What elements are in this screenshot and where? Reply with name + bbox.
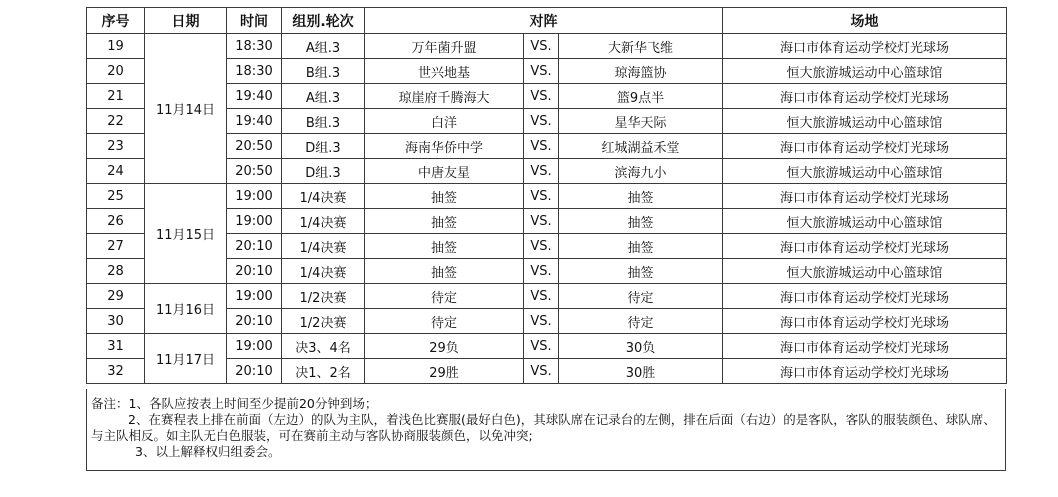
cell-vs: VS. — [524, 309, 559, 334]
notes-box — [86, 389, 1006, 471]
cell-no: 23 — [87, 134, 145, 159]
cell-venue: 海口市体育运动学校灯光球场 — [723, 84, 1007, 109]
cell-home-team: 世兴地基 — [365, 59, 524, 84]
cell-venue: 海口市体育运动学校灯光球场 — [723, 359, 1007, 384]
cell-away-team: 篮9点半 — [559, 84, 723, 109]
cell-group: D组.3 — [282, 134, 365, 159]
cell-time: 20:50 — [227, 134, 282, 159]
cell-group: 1/2决赛 — [282, 284, 365, 309]
header-venue: 场地 — [723, 8, 1007, 34]
cell-vs: VS. — [524, 84, 559, 109]
cell-group: 1/4决赛 — [282, 259, 365, 284]
note-line-2: 2、在赛程表上排在前面（左边）的队为主队，着浅色比赛服(最好白色)，其球队席在记录台的左侧，排在后面（右边）的是客队，客队的服装颜色、球队席、与主队相反。如主队无白色服装，可在赛前主动与客队协商服装颜色，以免冲突; — [91, 412, 996, 443]
cell-time: 20:10 — [227, 234, 282, 259]
cell-group: B组.3 — [282, 109, 365, 134]
cell-no: 25 — [87, 184, 145, 209]
cell-home-team: 29胜 — [365, 359, 524, 384]
cell-home-team: 29负 — [365, 334, 524, 359]
cell-no: 29 — [87, 284, 145, 309]
cell-time: 20:10 — [227, 359, 282, 384]
cell-away-team: 抽签 — [559, 184, 723, 209]
cell-vs: VS. — [524, 334, 559, 359]
cell-group: 1/4决赛 — [282, 209, 365, 234]
header-group: 组别.轮次 — [282, 8, 365, 34]
cell-time: 18:30 — [227, 34, 282, 59]
table-row — [87, 284, 1007, 309]
cell-home-team: 抽签 — [365, 259, 524, 284]
cell-date: 11月17日 — [145, 334, 227, 384]
cell-vs: VS. — [524, 284, 559, 309]
cell-time: 19:40 — [227, 109, 282, 134]
cell-no: 30 — [87, 309, 145, 334]
cell-vs: VS. — [524, 184, 559, 209]
cell-time: 20:50 — [227, 159, 282, 184]
cell-no: 32 — [87, 359, 145, 384]
cell-group: B组.3 — [282, 59, 365, 84]
cell-time: 18:30 — [227, 59, 282, 84]
cell-group: 决1、2名 — [282, 359, 365, 384]
cell-vs: VS. — [524, 34, 559, 59]
cell-venue: 恒大旅游城运动中心篮球馆 — [723, 59, 1007, 84]
cell-no: 19 — [87, 34, 145, 59]
header-row — [87, 8, 1007, 34]
cell-home-team: 待定 — [365, 309, 524, 334]
cell-time: 19:00 — [227, 184, 282, 209]
cell-vs: VS. — [524, 234, 559, 259]
cell-away-team: 琼海篮协 — [559, 59, 723, 84]
cell-group: 1/2决赛 — [282, 309, 365, 334]
cell-no: 20 — [87, 59, 145, 84]
cell-time: 19:00 — [227, 334, 282, 359]
table-row — [87, 34, 1007, 59]
cell-venue: 海口市体育运动学校灯光球场 — [723, 234, 1007, 259]
cell-no: 31 — [87, 334, 145, 359]
cell-vs: VS. — [524, 259, 559, 284]
cell-venue: 海口市体育运动学校灯光球场 — [723, 34, 1007, 59]
cell-group: 决3、4名 — [282, 334, 365, 359]
cell-no: 21 — [87, 84, 145, 109]
cell-date: 11月16日 — [145, 284, 227, 334]
cell-away-team: 星华天际 — [559, 109, 723, 134]
cell-home-team: 抽签 — [365, 184, 524, 209]
cell-vs: VS. — [524, 109, 559, 134]
cell-venue: 海口市体育运动学校灯光球场 — [723, 334, 1007, 359]
cell-home-team: 白洋 — [365, 109, 524, 134]
cell-time: 20:10 — [227, 259, 282, 284]
cell-home-team: 抽签 — [365, 209, 524, 234]
cell-away-team: 红城湖益禾堂 — [559, 134, 723, 159]
cell-no: 24 — [87, 159, 145, 184]
cell-away-team: 待定 — [559, 284, 723, 309]
cell-home-team: 万年菌升盟 — [365, 34, 524, 59]
cell-home-team: 琼崖府千腾海大 — [365, 84, 524, 109]
cell-home-team: 中唐友星 — [365, 159, 524, 184]
table-row — [87, 184, 1007, 209]
cell-vs: VS. — [524, 209, 559, 234]
cell-date: 11月15日 — [145, 184, 227, 284]
cell-group: 1/4决赛 — [282, 234, 365, 259]
cell-venue: 恒大旅游城运动中心篮球馆 — [723, 209, 1007, 234]
cell-time: 19:40 — [227, 84, 282, 109]
schedule-table — [86, 7, 1007, 384]
cell-time: 19:00 — [227, 284, 282, 309]
cell-no: 22 — [87, 109, 145, 134]
cell-away-team: 抽签 — [559, 209, 723, 234]
cell-no: 26 — [87, 209, 145, 234]
cell-no: 27 — [87, 234, 145, 259]
cell-home-team: 抽签 — [365, 234, 524, 259]
cell-away-team: 抽签 — [559, 259, 723, 284]
cell-group: D组.3 — [282, 159, 365, 184]
cell-venue: 海口市体育运动学校灯光球场 — [723, 184, 1007, 209]
cell-away-team: 滨海九小 — [559, 159, 723, 184]
cell-vs: VS. — [524, 359, 559, 384]
cell-venue: 海口市体育运动学校灯光球场 — [723, 309, 1007, 334]
cell-time: 20:10 — [227, 309, 282, 334]
cell-home-team: 待定 — [365, 284, 524, 309]
header-match: 对阵 — [365, 8, 723, 34]
note-line-3: 3、以上解释权归组委会。 — [135, 444, 281, 459]
cell-venue: 恒大旅游城运动中心篮球馆 — [723, 109, 1007, 134]
cell-vs: VS. — [524, 134, 559, 159]
cell-no: 28 — [87, 259, 145, 284]
cell-away-team: 抽签 — [559, 234, 723, 259]
cell-date: 11月14日 — [145, 34, 227, 184]
cell-vs: VS. — [524, 59, 559, 84]
cell-away-team: 大新华飞维 — [559, 34, 723, 59]
cell-venue: 恒大旅游城运动中心篮球馆 — [723, 259, 1007, 284]
cell-venue: 海口市体育运动学校灯光球场 — [723, 284, 1007, 309]
note-line-1: 备注：1、各队应按表上时间至少提前20分钟到场； — [91, 396, 378, 411]
cell-venue: 海口市体育运动学校灯光球场 — [723, 134, 1007, 159]
cell-away-team: 30负 — [559, 334, 723, 359]
cell-home-team: 海南华侨中学 — [365, 134, 524, 159]
cell-group: 1/4决赛 — [282, 184, 365, 209]
cell-venue: 恒大旅游城运动中心篮球馆 — [723, 159, 1007, 184]
cell-group: A组.3 — [282, 84, 365, 109]
cell-vs: VS. — [524, 159, 559, 184]
header-date: 日期 — [145, 8, 227, 34]
header-seq: 序号 — [87, 8, 145, 34]
cell-away-team: 30胜 — [559, 359, 723, 384]
header-time: 时间 — [227, 8, 282, 34]
cell-group: A组.3 — [282, 34, 365, 59]
table-row — [87, 334, 1007, 359]
cell-time: 19:00 — [227, 209, 282, 234]
cell-away-team: 待定 — [559, 309, 723, 334]
